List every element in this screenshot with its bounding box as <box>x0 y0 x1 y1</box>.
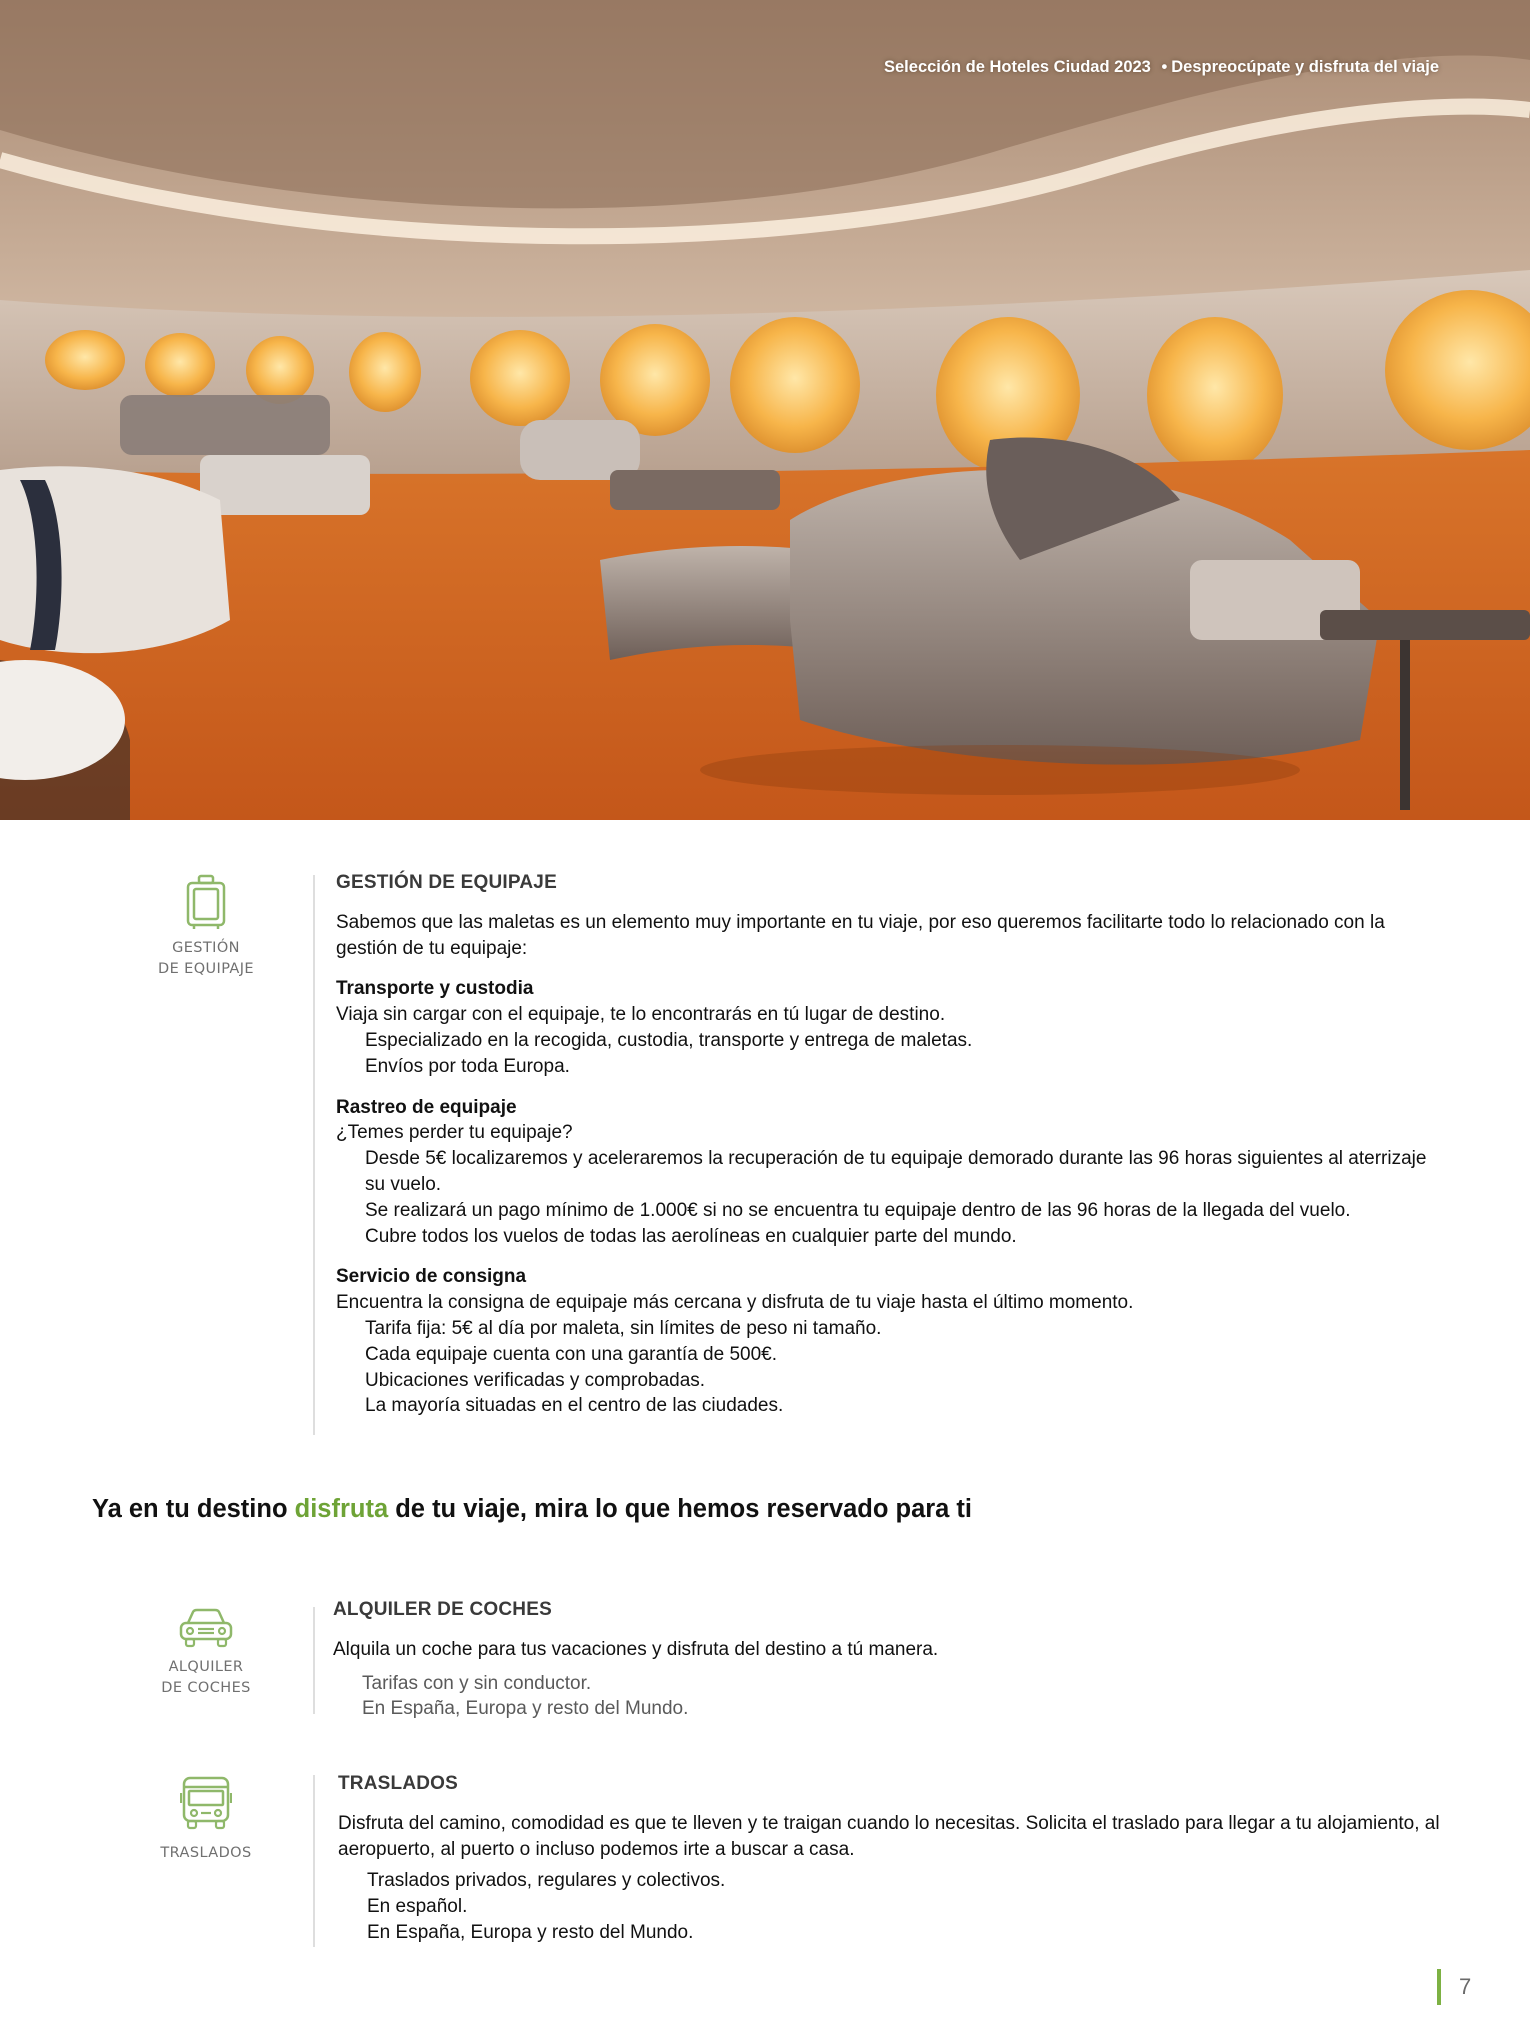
subsection-title: Rastreo de equipaje <box>336 1096 517 1118</box>
header-tagline: Despreocúpate y disfruta del viaje <box>1171 58 1439 76</box>
headline-highlight: disfruta <box>294 1495 389 1523</box>
headline-start: Ya en tu destino <box>92 1495 295 1523</box>
section-divider <box>313 1775 315 1947</box>
page-header <box>884 58 1439 77</box>
list-item: Se realizará un pago mínimo de 1.000€ si no se encuentra tu equipaje dentro de las 96 horas de la llegada del vuelo. <box>365 1199 1351 1221</box>
luggage-section <box>336 870 1446 1419</box>
section-divider <box>313 1607 315 1714</box>
transfer-label-line1: TRASLADOS <box>160 1845 252 1861</box>
car-label <box>131 1657 281 1699</box>
section-divider <box>313 875 315 1435</box>
destination-headline <box>92 1495 972 1524</box>
transfer-side-label <box>131 1775 281 1864</box>
list-item: Cubre todos los vuelos de todas las aerolíneas en cualquier parte del mundo. <box>365 1225 1017 1247</box>
subsection-lead: Viaja sin cargar con el equipaje, te lo encontrarás en tú lugar de destino. <box>336 1004 946 1026</box>
list-item: Ubicaciones verificadas y comprobadas. <box>365 1369 706 1391</box>
section-title: ALQUILER DE COCHES <box>333 1599 552 1620</box>
luggage-label-line2: DE EQUIPAJE <box>158 961 254 977</box>
section-title: GESTIÓN DE EQUIPAJE <box>336 872 557 893</box>
section-intro: Disfruta del camino, comodidad es que te lleven y te traigan cuando lo necesitas. Solicita el traslado para llegar a tu alojamiento, al aeropuerto, al puerto o incluso podemos irte a buscar a casa. <box>338 1812 1440 1860</box>
headline-end: de tu viaje, mira lo que hemos reservado para ti <box>388 1495 973 1523</box>
list-item: Cada equipaje cuenta con una garantía de 500€. <box>365 1343 777 1365</box>
list-item: Envíos por toda Europa. <box>365 1055 570 1077</box>
list-item: En España, Europa y resto del Mundo. <box>362 1698 689 1720</box>
header-catalog-title: Selección de Hoteles Ciudad 2023 <box>884 58 1151 76</box>
subsection-title: Transporte y custodia <box>336 978 534 1000</box>
list-item: La mayoría situadas en el centro de las ciudades. <box>365 1395 784 1417</box>
section-intro: Alquila un coche para tus vacaciones y disfruta del destino a tú manera. <box>333 1638 939 1660</box>
hero-image <box>0 0 1530 820</box>
section-title: TRASLADOS <box>338 1773 459 1794</box>
header-separator: • <box>1161 58 1168 76</box>
bus-icon <box>180 1775 232 1831</box>
page-number: 7 <box>1437 1969 1471 2005</box>
luggage-icon <box>184 874 228 930</box>
list-item: Tarifas con y sin conductor. <box>362 1672 592 1694</box>
transfer-section <box>338 1771 1448 1946</box>
car-side-label <box>131 1607 281 1699</box>
list-item: En español. <box>367 1896 468 1918</box>
list-item: Tarifa fija: 5€ al día por maleta, sin límites de peso ni tamaño. <box>365 1317 882 1339</box>
subsection-lead: Encuentra la consigna de equipaje más cercana y disfruta de tu viaje hasta el último momento. <box>336 1292 1134 1314</box>
car-rental-section <box>333 1597 1443 1722</box>
car-icon <box>178 1607 234 1649</box>
list-item: Desde 5€ localizaremos y aceleraremos la recuperación de tu equipaje demorado durante las 96 horas siguientes al aterrizaje su vuelo. <box>365 1148 1427 1195</box>
section-intro: Sabemos que las maletas es un elemento muy importante en tu viaje, por eso queremos facilitarte todo lo relacionado con la gestión de tu equipaje: <box>336 911 1385 959</box>
subsection-title: Servicio de consigna <box>336 1266 527 1288</box>
luggage-side-label <box>131 874 281 980</box>
luggage-label-line1: GESTIÓN <box>172 940 240 956</box>
subsection-lead: ¿Temes perder tu equipaje? <box>336 1122 573 1144</box>
list-item: Especializado en la recogida, custodia, transporte y entrega de maletas. <box>365 1029 973 1051</box>
list-item: Traslados privados, regulares y colectivos. <box>367 1870 726 1892</box>
list-item: En España, Europa y resto del Mundo. <box>367 1921 694 1943</box>
transfer-label <box>131 1843 281 1864</box>
luggage-label <box>131 938 281 980</box>
car-label-line2: DE COCHES <box>161 1680 251 1696</box>
car-label-line1: ALQUILER <box>168 1659 244 1675</box>
hero-lounge-illustration <box>0 0 1530 820</box>
